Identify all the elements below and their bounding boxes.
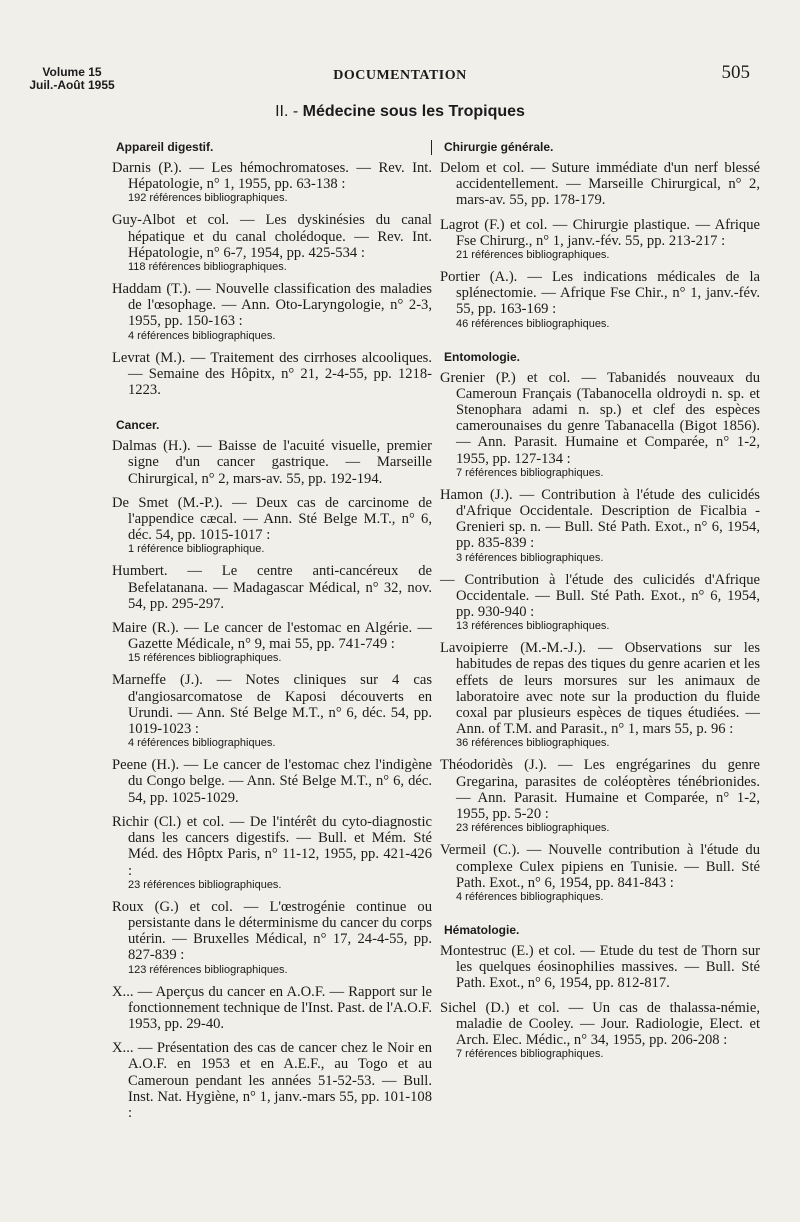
entry-reference-count: 7 références bibliographiques. <box>456 1048 604 1061</box>
category-heading: Hématologie. <box>444 922 520 937</box>
entry-citation: X... — Présentation des cas de cancer chez le Noir en A.O.F. en 1953 et en A.E.F., au Togo et au Cameroun pendant les années 51-52-53. — Bull. Inst. Nat. Hygiène, n° 1, janv.-mars 55, pp. 101-108 : <box>112 1040 432 1121</box>
bibliography-entry <box>112 350 432 399</box>
category-spacer <box>440 338 760 350</box>
bibliography-entry <box>112 899 432 976</box>
entry-citation: Sichel (D.) et col. — Un cas de thalassa-némie, maladie de Cooley. — Jour. Radiologie, Elect. et Arch. Elec. Médic., n° 34, 1955, pp. 206-208 : <box>440 999 760 1048</box>
entry-citation: Maire (R.). — Le cancer de l'estomac en Algérie. — Gazette Médicale, n° 9, mai 55, pp. 741-749 : <box>112 620 432 653</box>
bibliography-entry <box>440 269 760 330</box>
left-column <box>112 140 432 1129</box>
bibliography-entry <box>112 984 432 1033</box>
entry-reference-count: 192 références bibliographiques. <box>128 192 288 205</box>
bibliography-entry <box>440 842 760 903</box>
entry-reference-count: 21 références bibliographiques. <box>456 249 610 262</box>
right-column <box>440 140 760 1068</box>
bibliography-entry <box>112 672 432 749</box>
bibliography-entry <box>112 563 432 612</box>
bibliography-entry <box>112 495 432 556</box>
entry-reference-count: 4 références bibliographiques. <box>456 890 604 903</box>
entry-reference-count: 23 références bibliographiques. <box>128 878 282 891</box>
category-heading: Cancer. <box>116 418 160 433</box>
entry-citation: Humbert. — Le centre anti-cancéreux de Befelatanana. — Madagascar Médical, n° 32, nov. 54, pp. 295-297. <box>112 563 432 612</box>
entry-citation: Dalmas (H.). — Baisse de l'acuité visuelle, premier signe d'un cancer gastrique. — Marseille Chirurgical, n° 2, mars-av. 55, pp. 192-194. <box>112 438 432 487</box>
bibliography-entry <box>440 640 760 749</box>
entry-citation: Portier (A.). — Les indications médicales de la splénectomie. — Afrique Fse Chir., n° 1, janv.-fév. 55, pp. 163-169 : <box>440 269 760 318</box>
bibliography-entry <box>440 160 760 209</box>
entry-reference-count: 36 références bibliographiques. <box>456 737 610 750</box>
section-title: Médecine sous les Tropiques <box>302 103 525 120</box>
bibliography-entry <box>440 487 760 564</box>
entry-reference-count: 7 références bibliographiques. <box>456 466 604 479</box>
entry-citation: Haddam (T.). — Nouvelle classification des maladies de l'œsophage. — Ann. Oto-Laryngologie, n° 2-3, 1955, pp. 150-163 : <box>112 281 432 330</box>
journal-section-title: DOCUMENTATION <box>333 68 467 83</box>
bibliography-entry <box>440 757 760 834</box>
entry-citation: Richir (Cl.) et col. — De l'intérêt du cyto-diagnostic dans les cancers digestifs. — Bull. et Mém. Sté Méd. des Hôptx Paris, n° 11-12, 1955, pp. 421-426 : <box>112 813 432 879</box>
entry-reference-count: 1 référence bibliographique. <box>128 543 265 556</box>
bibliography-entry <box>440 370 760 479</box>
entry-reference-count: 46 références bibliographiques. <box>456 317 610 330</box>
entry-citation: Lavoipierre (M.-M.-J.). — Observations sur les habitudes de repas des tiques du genre acarien et les effets de leurs morsures sur les animaux de laboratoire avec note sur la production du fluide coxal par plusieurs espèces de tiques étudiées. — Ann. of T.M. and Parasit., n° 1, mars 55, p. 96 : <box>440 640 760 738</box>
category-spacer <box>112 406 432 418</box>
entry-citation: Grenier (P.) et col. — Tabanidés nouveaux du Cameroun Français (Tabanocella oldroydi n. sp. et Stenophara adami n. sp.) et clef des espèces camerounaises du genre Tabanacella (Bigot 1856). — Ann. Parasit. Humaine et Comparée, n° 1-2, 1955, pp. 127-134 : <box>440 369 760 467</box>
entry-citation: Marneffe (J.). — Notes cliniques sur 4 cas d'angiosarcomatose de Kaposi découverts en Urundi. — Ann. Sté Belge M.T., n° 6, déc. 54, pp. 1019-1023 : <box>112 672 432 738</box>
bibliography-entry <box>112 1040 432 1121</box>
entry-citation: Peene (H.). — Le cancer de l'estomac chez l'indigène du Congo belge. — Ann. Sté Belge M.T., n° 6, déc. 54, pp. 1025-1029. <box>112 757 432 806</box>
entry-citation: X... — Aperçus du cancer en A.O.F. — Rapport sur le fonctionnement technique de l'Inst. Past. de l'A.O.F. 1953, pp. 29-40. <box>112 983 432 1032</box>
entry-citation: Vermeil (C.). — Nouvelle contribution à l'étude du complexe Culex pipiens en Tunisie. — Bull. Sté Path. Exot., n° 6, 1954, pp. 841-843 : <box>440 842 760 891</box>
bibliography-entry <box>112 814 432 891</box>
entry-reference-count: 3 références bibliographiques. <box>456 551 604 564</box>
bibliography-entry <box>440 217 760 261</box>
entry-reference-count: 23 références bibliographiques. <box>456 822 610 835</box>
entry-citation: Delom et col. — Suture immédiate d'un nerf blessé accidentellement. — Marseille Chirurgical, n° 2, mars-av. 55, pp. 178-179. <box>440 160 760 209</box>
entry-citation: Théodoridès (J.). — Les engrégarines du genre Gregarina, parasites de coléoptères ténébrionides. — Ann. Parasit. Humaine et Comparée, n° 1-2, 1955, pp. 5-20 : <box>440 757 760 823</box>
entry-citation: Darnis (P.). — Les hémochromatoses. — Rev. Int. Hépatologie, n° 1, 1955, pp. 63-138 : <box>112 160 432 193</box>
bibliography-entry <box>112 757 432 806</box>
category-spacer <box>440 911 760 923</box>
entry-citation: Hamon (J.). — Contribution à l'étude des culicidés d'Afrique Occidentale. Description de Ficalbia - Grenieri sp. n. — Bull. Sté Path. Exot., n° 6, 1954, pp. 835-839 : <box>440 486 760 552</box>
entry-citation: Montestruc (E.) et col. — Etude du test de Thorn sur les quelques éosinophilies massives. — Bull. Sté Path. Exot., n° 6, 1954, pp. 812-817. <box>440 942 760 992</box>
category-heading: Appareil digestif. <box>116 140 214 154</box>
entry-reference-count: 123 références bibliographiques. <box>128 963 288 976</box>
section-number: II. - <box>275 103 303 120</box>
issue-date: Juil.-Août 1955 <box>29 78 115 92</box>
entry-reference-count: 4 références bibliographiques. <box>128 329 276 342</box>
entry-reference-count: 4 références bibliographiques. <box>128 737 276 750</box>
entry-citation: Levrat (M.). — Traitement des cirrhoses alcooliques. — Semaine des Hôpitx, n° 21, 2-4-55, pp. 1218-1223. <box>112 349 432 399</box>
page-number: 505 <box>721 62 750 83</box>
entry-reference-count: 13 références bibliographiques. <box>456 620 610 633</box>
entry-reference-count: 15 références bibliographiques. <box>128 652 282 665</box>
bibliography-entry <box>112 160 432 204</box>
entry-citation: De Smet (M.-P.). — Deux cas de carcinome de l'appendice cæcal. — Ann. Sté Belge M.T., n° 6, déc. 54, pp. 1015-1017 : <box>112 494 432 544</box>
volume-label: Volume 15 <box>42 65 102 79</box>
bibliography-entry <box>440 943 760 992</box>
category-heading: Chirurgie générale. <box>444 140 554 154</box>
bibliography-entry <box>440 572 760 633</box>
bibliography-entry <box>112 212 432 273</box>
bibliography-entry <box>112 281 432 342</box>
entry-citation: Lagrot (F.) et col. — Chirurgie plastique. — Afrique Fse Chirurg., n° 1, janv.-fév. 55, pp. 213-217 : <box>440 216 760 249</box>
bibliography-entry <box>440 1000 760 1061</box>
entry-citation: Guy-Albot et col. — Les dyskinésies du canal hépatique et du canal cholédoque. — Rev. Int. Hépatologie, n° 6-7, 1954, pp. 425-534 : <box>112 212 432 261</box>
bibliography-entry <box>112 438 432 487</box>
entry-reference-count: 118 références bibliographiques. <box>128 261 287 274</box>
bibliography-entry <box>112 620 432 664</box>
entry-citation: — Contribution à l'étude des culicidés d'Afrique Occidentale. — Bull. Sté Path. Exot., n° 6, 1954, pp. 930-940 : <box>440 571 760 621</box>
category-heading: Entomologie. <box>444 349 520 364</box>
section-heading <box>0 103 800 121</box>
entry-citation: Roux (G.) et col. — L'œstrogénie continue ou persistante dans le déterminisme du cancer du corps utérin. — Bruxelles Médical, n° 17, 24-4-55, pp. 827-839 : <box>112 898 432 964</box>
